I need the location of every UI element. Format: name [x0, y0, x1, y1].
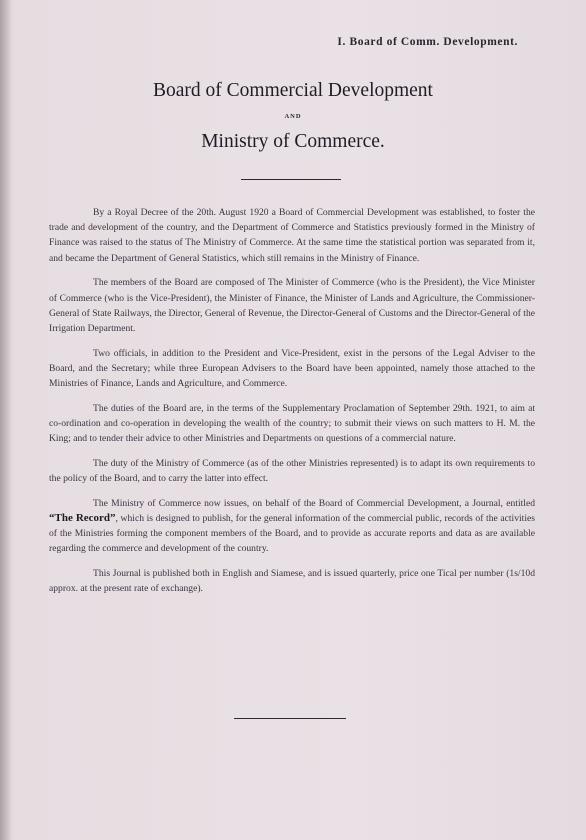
paragraph-the-record [49, 496, 535, 557]
document-body [49, 205, 535, 606]
record-text-before: The Ministry of Commerce now issues, on behalf of the Board of Commercial Development, a Journal, entitled [93, 497, 535, 509]
title-conjunction: AND [284, 113, 302, 120]
paragraph-publication-price: This Journal is published both in English and Siamese, and is issued quarterly, price one Tical per number (1s/10d approx. at the present rate of exchange). [49, 568, 535, 595]
page-spine-shadow [0, 0, 10, 840]
footer-divider-rule [234, 718, 346, 719]
paragraph-officials: Two officials, in addition to the President and Vice-President, exist in the persons of the Legal Adviser to the Board, and the Secretary; while three European Advisers to the Board have been appointed, namely those attached to the Ministries of Finance, Lands and Agriculture, and Commerce. [49, 347, 535, 390]
paragraph-ministry-duty: The duty of the Ministry of Commerce (as of the other Ministries represented) is to adapt its own requirements to the policy of the Board, and to carry the latter into effect. [49, 457, 535, 485]
title-divider-rule [241, 179, 341, 180]
record-text-after: , which is designed to publish, for the general information of the commercial public, records of the activities of the Ministries forming the component members of the Board, and to provide as accurate reports and data as are available regarding the commerce and development of the country. [49, 512, 536, 555]
section-header-reference: I. Board of Comm. Development. [337, 36, 518, 48]
paragraph-board-members: The members of the Board are composed of The Minister of Commerce (who is the President), the Vice Minister of Commerce (who is the Vice-President), the Minister of Finance, the Minister of Lands and Agriculture, the Commissioner-General of State Railways, the Director, General of Revenue, the Director-General of Customs and the Director-General of the Irrigation Department. [49, 277, 535, 334]
journal-title: “The Record” [49, 511, 116, 524]
paragraph-board-duties: The duties of the Board are, in the terms of the Supplementary Proclamation of September 29th. 1921, to aim at co-ordination and co-operation in developing the wealth of the country; to submit their views on such matters to H. M. the King; and to tender their advice to other Ministries and Departments on questions of a commercial nature. [49, 402, 535, 445]
document-title-line-2: Ministry of Commerce. [201, 131, 385, 152]
document-title-line-1: Board of Commercial Development [153, 80, 433, 101]
paragraph-royal-decree: By a Royal Decree of the 20th. August 1920 a Board of Commercial Development was established, to foster the trade and development of the country, and the Department of Commerce and Statistics previously formed in the Ministry of Finance was raised to the status of The Ministry of Commerce. At the same time the statistical portion was separated from it, and became the Department of General Statistics, which still remains in the Ministry of Finance. [49, 207, 535, 264]
